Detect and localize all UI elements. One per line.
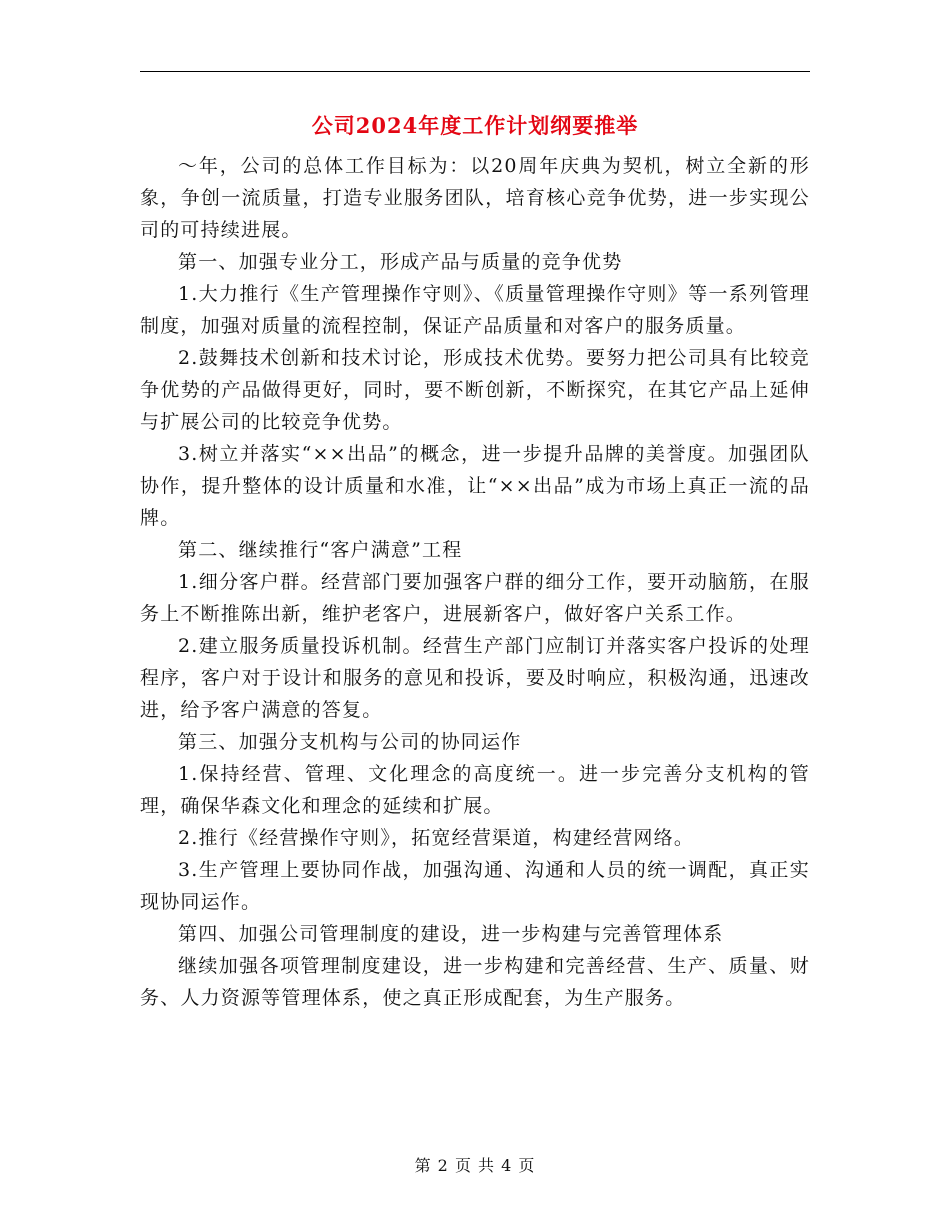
section-1-item-1: 1.大力推行《生产管理操作守则》、《质量管理操作守则》等一系列管理制度，加强对质量的流程控制，保证产品质量和对客户的服务质量。 <box>140 283 810 337</box>
document-body <box>140 150 810 1014</box>
section-2-item-2: 2.建立服务质量投诉机制。经营生产部门应制订并落实客户投诉的处理程序，客户对于设计和服务的意见和投诉，要及时响应，积极沟通，迅速改进，给予客户满意的答复。 <box>140 635 810 721</box>
document-title: 公司2024年度工作计划纲要推举 <box>311 113 639 138</box>
section-heading-4: 第四、加强公司管理制度的建设，进一步构建与完善管理体系 <box>178 923 724 945</box>
section-3-item-1: 1.保持经营、管理、文化理念的高度统一。进一步完善分支机构的管理，确保华森文化和理念的延续和扩展。 <box>140 763 810 817</box>
section-1-item-3: 3.树立并落实“××出品”的概念，进一步提升品牌的美誉度。加强团队协作，提升整体的设计质量和水准，让“××出品”成为市场上真正一流的品牌。 <box>140 443 810 529</box>
section-1-item-2: 2.鼓舞技术创新和技术讨论，形成技术优势。要努力把公司具有比较竞争优势的产品做得更好，同时，要不断创新，不断探究，在其它产品上延伸与扩展公司的比较竞争优势。 <box>140 347 810 433</box>
section-3-item-2: 2.推行《经营操作守则》，拓宽经营渠道，构建经营网络。 <box>178 827 695 849</box>
section-4-paragraph: 继续加强各项管理制度建设，进一步构建和完善经营、生产、质量、财务、人力资源等管理体系，使之真正形成配套，为生产服务。 <box>140 955 810 1009</box>
header-rule <box>140 71 810 72</box>
page-number-footer: 第 2 页 共 4 页 <box>414 1156 536 1175</box>
section-heading-2: 第二、继续推行“客户满意”工程 <box>178 539 463 561</box>
intro-paragraph: ～年，公司的总体工作目标为：以20周年庆典为契机，树立全新的形象，争创一流质量，打造专业服务团队，培育核心竞争优势，进一步实现公司的可持续进展。 <box>140 155 810 241</box>
section-2-item-1: 1.细分客户群。经营部门要加强客户群的细分工作，要开动脑筋，在服务上不断推陈出新，维护老客户，进展新客户，做好客户关系工作。 <box>140 571 810 625</box>
section-heading-3: 第三、加强分支机构与公司的协同运作 <box>178 731 522 753</box>
section-heading-1: 第一、加强专业分工，形成产品与质量的竞争优势 <box>178 251 623 273</box>
section-3-item-3: 3.生产管理上要协同作战，加强沟通、沟通和人员的统一调配，真正实现协同运作。 <box>140 859 810 913</box>
